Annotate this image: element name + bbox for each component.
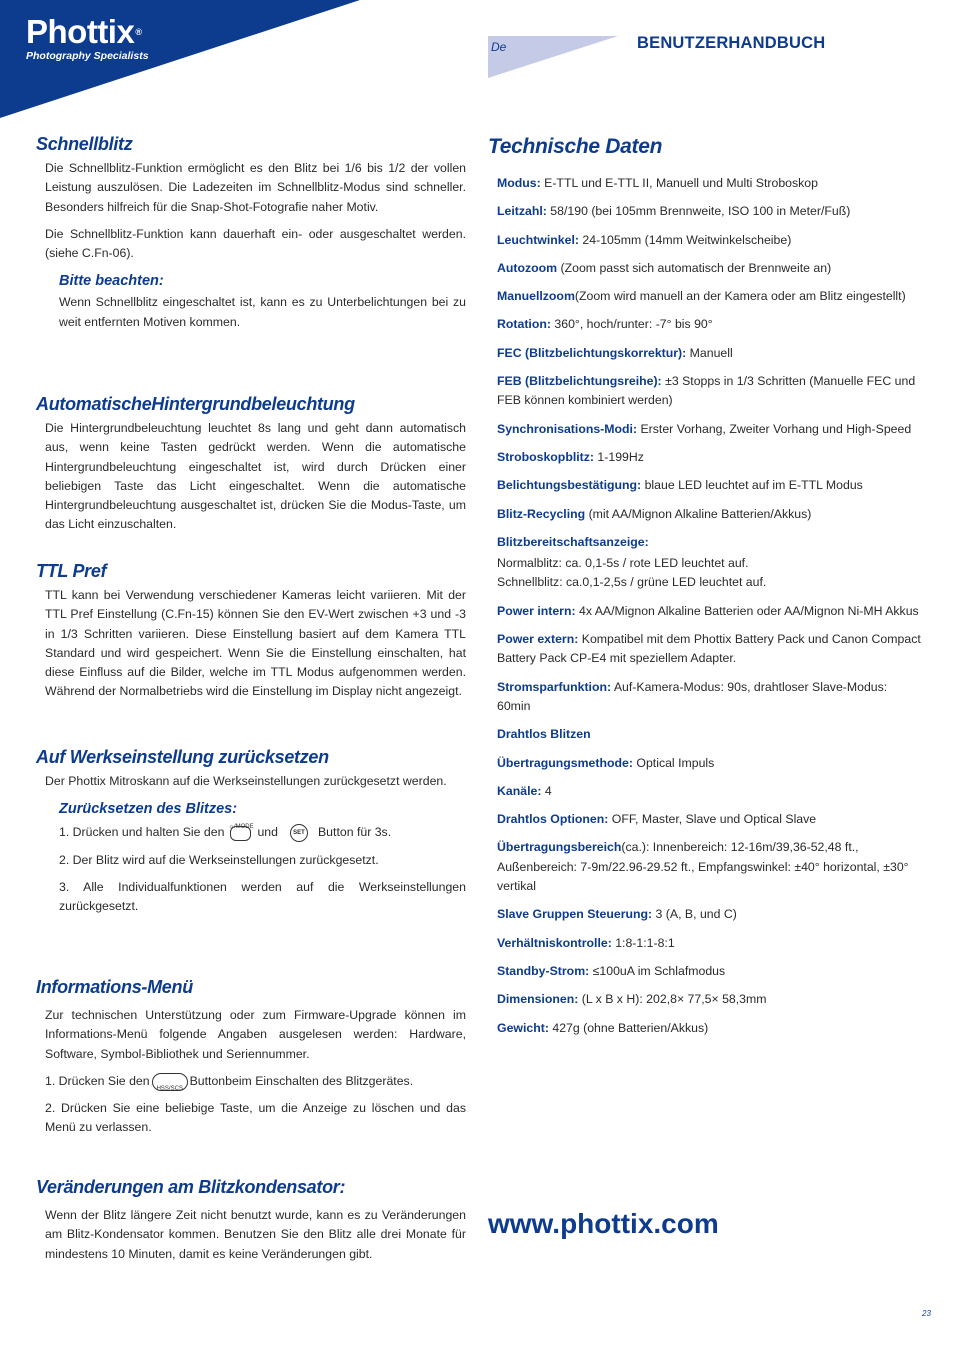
section-ttl-pref bbox=[36, 561, 466, 702]
language-label: De bbox=[491, 40, 507, 54]
spec-label: Drahtlos Optionen: bbox=[497, 812, 609, 827]
spec-value: 1-199Hz bbox=[594, 449, 644, 464]
spec-item bbox=[497, 448, 922, 467]
logo-registered-mark: ® bbox=[135, 27, 142, 37]
spec-label: Stromsparfunktion: bbox=[497, 679, 612, 694]
spec-item bbox=[497, 505, 922, 524]
paragraph: Der Phottix Mitroskann auf die Werkseinstellungen zurückgesetzt werden. bbox=[45, 774, 447, 788]
spec-value: 24-105mm (14mm Weitwinkelscheibe) bbox=[579, 232, 792, 247]
spec-value: 4 bbox=[541, 783, 552, 798]
spec-label: Belichtungsbestätigung: bbox=[497, 478, 642, 493]
paragraph: TTL kann bei Verwendung verschiedener Kameras leicht variieren. Mit der TTL Pref Einstellung (C.Fn-15) können Sie den EV-Wert zwischen +3 und -3 in 1/3 Schritten variieren. Diese Einstellung basiert auf dem Kamera TTL Standard und wird gespeichert. Wenn Sie die Einstellung einschalten, hat diese Einfluss auf die Bilder, welche im TTL Modus aufgenommen werden. Während der Normalbetriebs wird die Einstellung im Display nicht angezeigt. bbox=[45, 588, 466, 699]
spec-label: Leuchtwinkel: bbox=[497, 232, 579, 247]
section-title: Informations-Menü bbox=[36, 977, 193, 997]
spec-item bbox=[497, 990, 922, 1009]
section-info-menu bbox=[36, 977, 466, 1138]
spec-value: 360°, hoch/runter: -7° bis 90° bbox=[550, 317, 713, 332]
spec-value: ±3 Stopps in 1/3 Schritten (Manuelle FEC und FEB können kombiniert werden) bbox=[497, 374, 916, 408]
spec-value: (L x B x H): 202,8× 77,5× 58,3mm bbox=[578, 992, 767, 1007]
spec-item bbox=[497, 810, 922, 829]
spec-value: Schnellblitz: ca.0,1-2,5s / grüne LED leuchtet auf. bbox=[497, 575, 767, 590]
spec-item bbox=[497, 533, 922, 552]
mode-button-icon: ☼/MODE bbox=[230, 826, 251, 841]
spec-label: Verhältniskontrolle: bbox=[497, 935, 612, 950]
spec-value: Auf-Kamera-Modus: 90s, drahtloser Slave-Modus: 60min bbox=[497, 679, 888, 713]
spec-item bbox=[497, 344, 922, 363]
spec-label: Modus: bbox=[497, 176, 541, 190]
spec-item bbox=[497, 174, 922, 193]
spec-label: Stroboskopblitz: bbox=[497, 449, 595, 464]
reset-step-1: 1. Drücken und halten Sie den ☼/MODE und SET Button für 3s. bbox=[59, 823, 466, 842]
paragraph: Zur technischen Unterstützung oder zum Firmware-Upgrade können im Informations-Menü folgende Angaben ausgelesen werden: Hardware, Software, Symbol-Bibliothek und Seriennummer. bbox=[45, 1008, 466, 1061]
spec-label: Kanäle: bbox=[497, 783, 542, 798]
section-title: Veränderungen am Blitzkondensator: bbox=[36, 1177, 346, 1197]
spec-item bbox=[497, 962, 922, 981]
note-text: Wenn Schnellblitz eingeschaltet ist, kann es zu Unterbelichtungen bei zu weit entfernten Motiven kommen. bbox=[59, 295, 466, 329]
spec-item bbox=[497, 420, 922, 439]
spec-item bbox=[497, 287, 922, 306]
spec-value: 3 (A, B, und C) bbox=[652, 907, 737, 922]
spec-label: Standby-Strom: bbox=[497, 963, 590, 978]
info-step-2: 2. Drücken Sie eine beliebige Taste, um die Anzeige zu löschen und das Menü zu verlassen. bbox=[45, 1101, 466, 1135]
paragraph: Die Hintergrundbeleuchtung leuchtet 8s lang und geht dann automatisch aus, wenn keine Tasten gedrückt werden. Wenn die automatische Hintergrundbeleuchtung eingeschaltet ist, wird durch Drücken einer beliebigen Taste das Licht eingeschaltet. Wenn die automatische Hintergrundbeleuchtung ausgeschaltet ist, drücken Sie die Modus-Taste, um das Licht einzuschalten. bbox=[45, 421, 466, 532]
section-backlight bbox=[36, 394, 466, 535]
spec-value: (Zoom wird manuell an der Kamera oder am Blitz eingestellt) bbox=[574, 289, 906, 304]
section-title: Auf Werkseinstellung zurücksetzen bbox=[36, 747, 329, 767]
spec-value: Normalblitz: ca. 0,1-5s / rote LED leuchtet auf. bbox=[497, 556, 749, 571]
spec-label: FEB (Blitzbelichtungsreihe): bbox=[497, 374, 662, 389]
spec-value: Optical Impuls bbox=[632, 755, 715, 770]
spec-list bbox=[497, 174, 922, 1038]
spec-label: Übertragungsbereich bbox=[497, 840, 622, 855]
spec-label: Leitzahl: bbox=[497, 204, 547, 219]
spec-label: Slave Gruppen Steuerung: bbox=[497, 907, 653, 922]
spec-value: blaue LED leuchtet auf im E-TTL Modus bbox=[641, 478, 863, 493]
paragraph: Die Schnellblitz-Funktion kann dauerhaft ein- oder ausgeschaltet werden. (siehe C.Fn-06). bbox=[45, 226, 466, 261]
spec-item bbox=[497, 372, 922, 411]
language-tab bbox=[488, 36, 618, 78]
note-title: Bitte beachten: bbox=[59, 273, 164, 290]
spec-label: Manuellzoom bbox=[497, 289, 575, 304]
spec-item bbox=[497, 315, 922, 334]
spec-item bbox=[497, 754, 922, 773]
spec-item bbox=[497, 202, 922, 221]
spec-label: Dimensionen: bbox=[497, 992, 579, 1007]
section-title: AutomatischeHintergrundbeleuchtung bbox=[36, 394, 355, 414]
paragraph: Wenn der Blitz längere Zeit nicht benutzt wurde, kann es zu Veränderungen am Blitz-Kondensator kommen. Benutzen Sie den Blitz alle drei Monate für mindestens 10 Minuten, damit es keine Veränderungen gibt. bbox=[45, 1208, 466, 1261]
spec-item bbox=[497, 476, 922, 495]
tech-data-title: Technische Daten bbox=[488, 135, 663, 158]
spec-value: 58/190 (bei 105mm Brennweite, ISO 100 in Meter/Fuß) bbox=[546, 204, 851, 219]
phottix-logo bbox=[26, 14, 149, 62]
spec-label: Power extern: bbox=[497, 632, 579, 647]
spec-label: Gewicht: bbox=[497, 1020, 549, 1035]
reset-step-3: 3. Alle Individualfunktionen werden auf die Werkseinstellungen zurückgesetzt. bbox=[59, 879, 466, 914]
spec-label: Synchronisations-Modi: bbox=[497, 421, 638, 436]
spec-item bbox=[497, 602, 922, 621]
spec-item bbox=[497, 554, 922, 593]
logo-wordmark: Phottix bbox=[26, 13, 135, 50]
spec-value: Manuell bbox=[686, 345, 733, 360]
section-title: TTL Pref bbox=[36, 561, 107, 581]
spec-item bbox=[497, 725, 922, 744]
section-capacitor bbox=[36, 1177, 466, 1264]
spec-item bbox=[497, 630, 922, 669]
spec-item bbox=[497, 259, 922, 278]
section-schnellblitz bbox=[36, 134, 466, 332]
paragraph: Die Schnellblitz-Funktion ermöglicht es den Blitz bei 1/6 bis 1/2 der vollen Leistung auszulösen. Die Ladezeiten im Schnellblitz-Modus sind schneller. Besonders hilfreich für die Snap-Shot-Fotografie naher Motiv. bbox=[45, 161, 466, 214]
spec-value: 4x AA/Mignon Alkaline Batterien oder AA/Mignon Ni-MH Akkus bbox=[575, 603, 919, 618]
spec-label: Power intern: bbox=[497, 603, 576, 618]
spec-value: (mit AA/Mignon Alkaline Batterien/Akkus) bbox=[585, 506, 812, 521]
subsection-title: Zurücksetzen des Blitzes: bbox=[59, 801, 238, 818]
spec-label: Blitzbereitschaftsanzeige: bbox=[497, 534, 649, 549]
spec-label: Autozoom bbox=[497, 260, 558, 275]
spec-label: FEC (Blitzbelichtungskorrektur): bbox=[497, 345, 687, 360]
set-button-icon: SET bbox=[290, 824, 308, 842]
info-step-1: 1. Drücken Sie den HSS/SCS Buttonbeim Einschalten des Blitzgerätes. bbox=[45, 1073, 414, 1093]
spec-label: Blitz-Recycling bbox=[497, 506, 586, 521]
logo-tagline: Photography Specialists bbox=[26, 50, 149, 62]
spec-label: Übertragungsmethode: bbox=[497, 755, 633, 770]
spec-value: (Zoom passt sich automatisch der Brennweite an) bbox=[557, 260, 832, 275]
spec-item bbox=[497, 905, 922, 924]
spec-label: Rotation: bbox=[497, 317, 551, 332]
spec-value: 1:8-1:1-8:1 bbox=[611, 935, 675, 950]
spec-item bbox=[497, 678, 922, 717]
reset-step-2: 2. Der Blitz wird auf die Werkseinstellungen zurückgesetzt. bbox=[59, 852, 379, 867]
spec-value: E-TTL und E-TTL II, Manuell und Multi Stroboskop bbox=[540, 176, 818, 190]
spec-value: OFF, Master, Slave und Optical Slave bbox=[608, 812, 817, 827]
spec-item bbox=[497, 231, 922, 250]
spec-item bbox=[497, 782, 922, 801]
website-link[interactable]: www.phottix.com bbox=[488, 1208, 719, 1239]
spec-value: 427g (ohne Batterien/Akkus) bbox=[548, 1020, 709, 1035]
spec-item bbox=[497, 838, 922, 896]
spec-value: ≤100uA im Schlafmodus bbox=[589, 963, 726, 978]
spec-item bbox=[497, 934, 922, 953]
spec-value: (ca.): Innenbereich: 12-16m/39,36-52,48 ft., Außenbereich: 7-9m/22.96-29.52 ft., Empfangswinkel: ±40° horizontal, ±30° vertikal bbox=[497, 840, 909, 894]
section-title: Schnellblitz bbox=[36, 134, 133, 154]
spec-value: Kompatibel mit dem Phottix Battery Pack und Canon Compact Battery Pack CP-E4 mit speziellem Adapter. bbox=[497, 632, 921, 666]
spec-item bbox=[497, 1019, 922, 1038]
section-reset bbox=[36, 747, 466, 916]
manual-title: BENUTZERHANDBUCH bbox=[637, 34, 826, 52]
hss-button-icon: HSS/SCS bbox=[152, 1073, 188, 1091]
spec-label: Drahtlos Blitzen bbox=[497, 727, 591, 742]
page-number: 23 bbox=[922, 1309, 931, 1318]
spec-value: Erster Vorhang, Zweiter Vorhang und High-Speed bbox=[637, 421, 912, 436]
